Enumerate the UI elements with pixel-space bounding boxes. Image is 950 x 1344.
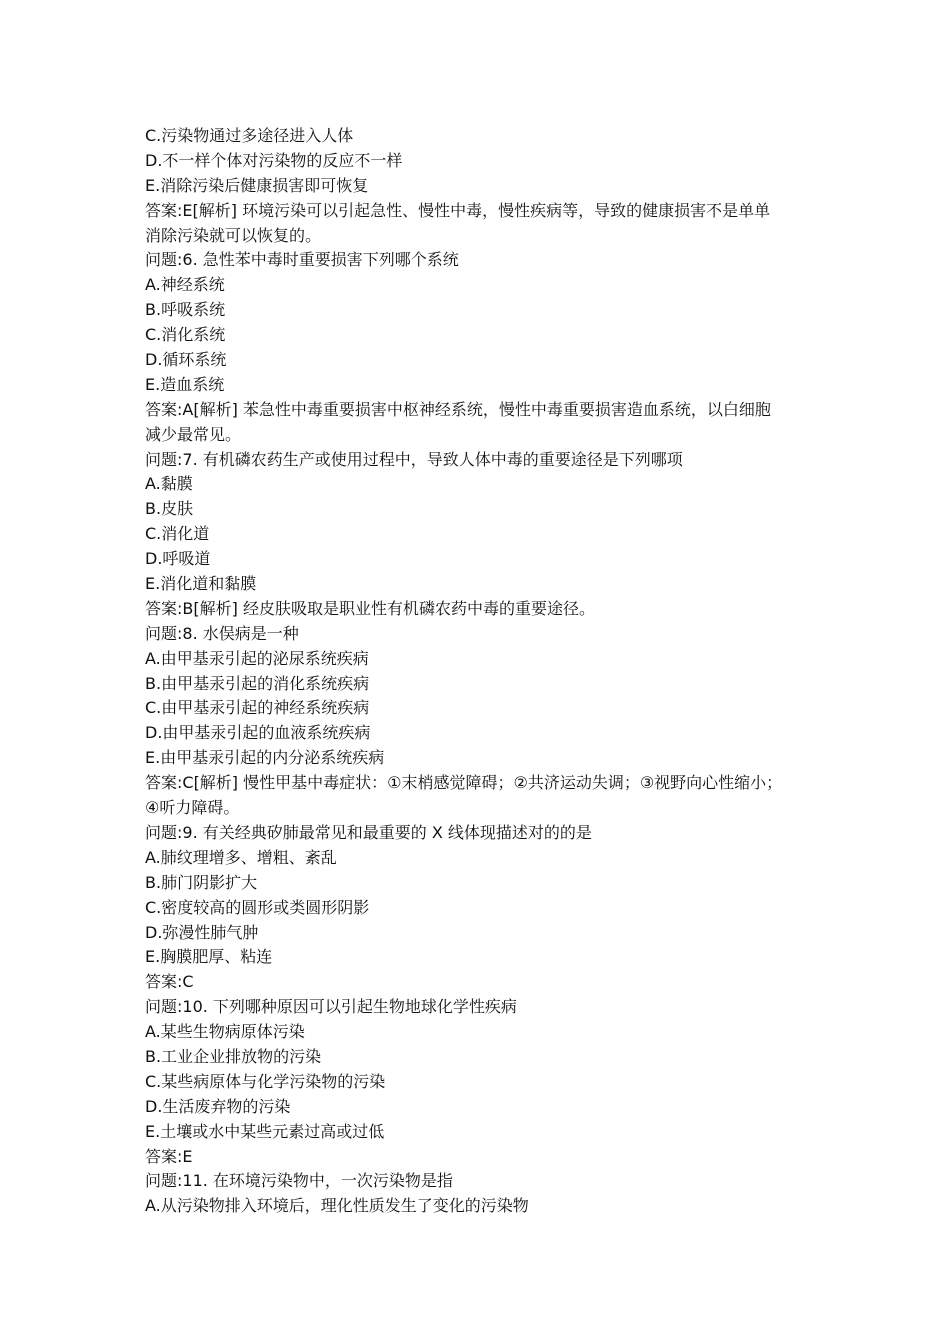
option-d: D.由甲基汞引起的血液系统疾病 [145,723,371,743]
option-e: E.土壤或水中某些元素过高或过低 [145,1121,385,1141]
option-d: D.不一样个体对污染物的反应不一样 [145,150,403,170]
option-b: B.皮肤 [145,499,194,519]
document-body [145,124,825,1219]
question-8: 问题:8. 水俣病是一种 [145,623,299,643]
option-b: B.呼吸系统 [145,300,226,320]
option-a: A.肺纹理增多、增粗、紊乱 [145,847,337,867]
option-e: E.造血系统 [145,374,225,394]
question-6: 问题:6. 急性苯中毒时重要损害下列哪个系统 [145,250,459,270]
answer-line: 答案:E[解析] 环境污染可以引起急性、慢性中毒，慢性疾病等，导致的健康损害不是单单 [145,200,771,220]
option-a: A.由甲基汞引起的泌尿系统疾病 [145,648,369,668]
option-a: A.某些生物病原体污染 [145,1022,305,1042]
answer-line-continued: 消除污染就可以恢复的。 [145,225,322,245]
option-c: C.消化系统 [145,325,226,345]
option-c: C.由甲基汞引起的神经系统疾病 [145,698,370,718]
answer-line: 答案:C [145,972,194,992]
option-e: E.消除污染后健康损害即可恢复 [145,175,369,195]
question-9: 问题:9. 有关经典矽肺最常见和最重要的 X 线体现描述对的的是 [145,822,592,842]
option-e: E.消化道和黏膜 [145,574,257,594]
option-c: C.污染物通过多途径进入人体 [145,126,354,145]
option-e: E.胸膜肥厚、粘连 [145,947,273,967]
answer-line: 答案:C[解析] 慢性甲基中毒症状：①末梢感觉障碍；②共济运动失调；③视野向心性缩小； [145,773,783,793]
option-c: C.消化道 [145,524,210,544]
option-b: B.由甲基汞引起的消化系统疾病 [145,673,370,693]
option-d: D.生活废弃物的污染 [145,1096,291,1116]
answer-line-continued: ④听力障碍。 [145,798,240,818]
question-11: 问题:11. 在环境污染物中，一次污染物是指 [145,1171,453,1191]
option-b: B.工业企业排放物的污染 [145,1046,322,1066]
option-c: C.某些病原体与化学污染物的污染 [145,1071,386,1091]
option-d: D.循环系统 [145,350,227,370]
answer-line: 答案:A[解析] 苯急性中毒重要损害中枢神经系统，慢性中毒重要损害造血系统，以白细胞 [145,399,771,419]
option-e: E.由甲基汞引起的内分泌系统疾病 [145,748,385,768]
answer-line: 答案:E [145,1146,193,1166]
option-a: A.从污染物排入环境后，理化性质发生了变化的污染物 [145,1196,529,1216]
option-c: C.密度较高的圆形或类圆形阴影 [145,897,370,917]
question-7: 问题:7. 有机磷农药生产或使用过程中，导致人体中毒的重要途径是下列哪项 [145,449,683,469]
option-d: D.弥漫性肺气肿 [145,922,259,942]
answer-line: 答案:B[解析] 经皮肤吸取是职业性有机磷农药中毒的重要途径。 [145,598,595,618]
option-b: B.肺门阴影扩大 [145,872,258,892]
option-a: A.神经系统 [145,275,225,295]
answer-line-continued: 减少最常见。 [145,424,242,444]
question-10: 问题:10. 下列哪种原因可以引起生物地球化学性疾病 [145,997,517,1017]
option-d: D.呼吸道 [145,549,211,569]
option-a: A.黏膜 [145,474,193,494]
